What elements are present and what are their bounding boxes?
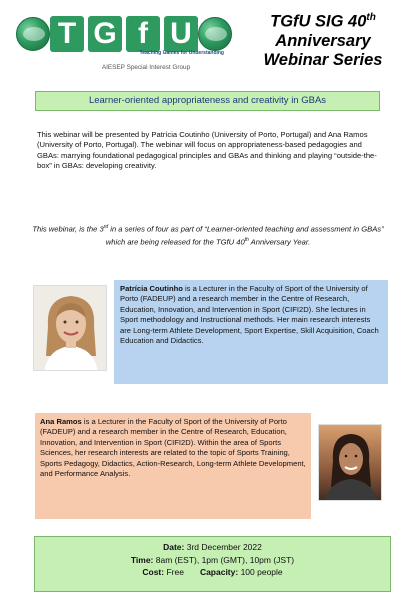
logo-letter: f [126,16,160,52]
logo-subtitle: AIESEP Special Interest Group [101,64,191,71]
globe-icon-left [16,17,50,51]
title-line-2: Anniversary [275,31,371,50]
logo-banner [14,10,234,54]
bio-ramos: Ana Ramos is a Lecturer in the Faculty of Sport of the University of Porto (FADEUP) and a research member in the Centre of Research, Education, Innovation, and Intervention in Sport (CIFI2D). Within the area of Sports Sciences, her research interests are related to the topic of Sports Training, Sports Pedagogy, Didactics, Action-Research, Long-term Athlete Development, and Performance Analysis. [35,413,311,519]
series-note: This webinar, is the 3rd in a series of four as part of “Learner-oriented teaching and assessment in GBAs” which are being released for the TGfU 40th Anniversary Year. [32,224,384,247]
tgfu-logo [14,6,234,76]
bio-coutinho: Patrícia Coutinho is a Lecturer in the Faculty of Sport of the University of Porto (FADEUP) and a research member in the Centre of Research, Education, Innovation, and Intervention in Sport (CIFI2D). She lectures in Sport methodology and Instructional methods. Her main research interests are Long-term Athlete Development, Sport Expertise, Skill Acquisition, Coach Education and Didactics. [114,280,388,384]
bio-name: Ana Ramos [40,417,82,426]
time-line: Time: 8am (EST), 1pm (GMT), 10pm (JST) [130,554,295,565]
intro-paragraph: This webinar will be presented by Patrícia Coutinho (University of Porto, Portugal) and Ana Ramos (University of Porto, Portugal). The webinar will focus on appropriateness-based pedagogies and GBAs: marrying foundational pedagogical principles and GBAs and thinking and playing “outside-the-box” in GBAs: developing creativity. [37,130,377,170]
cost-capacity-line: Cost: Free Capacity: 100 people [142,567,283,578]
topic-banner: Learner-oriented appropriateness and creativity in GBAs [35,91,380,111]
speaker-photo-ramos [318,424,382,501]
logo-tagline: Teaching Games for Understanding [139,50,224,56]
portrait-image [319,425,382,501]
title-line-3: Webinar Series [263,50,383,69]
date-line: Date: 3rd December 2022 [163,542,262,552]
logo-letters [50,16,198,52]
logo-letter: G [88,16,122,52]
page-title [238,8,408,70]
logo-letter: U [164,16,198,52]
globe-icon-right [198,17,232,51]
portrait-image [34,286,107,371]
title-line-1: TGfU SIG 40th [270,12,376,31]
speaker-photo-coutinho [33,285,107,371]
event-details [34,536,391,592]
logo-letter: T [50,16,84,52]
bio-name: Patrícia Coutinho [120,284,183,293]
